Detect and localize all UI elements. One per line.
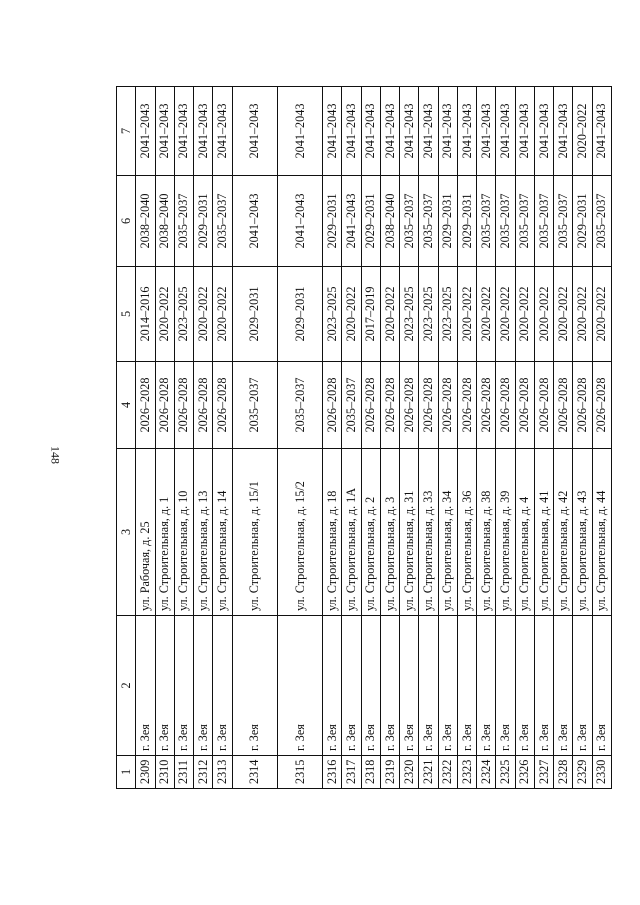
- city-cell: г. Зея: [400, 616, 419, 756]
- table-row: [361, 87, 380, 789]
- period-cell: 2020–2022: [573, 87, 592, 176]
- period-cell: 2023–2025: [174, 267, 193, 362]
- row-number-cell: 2319: [380, 756, 399, 789]
- period-cell: 2026–2028: [573, 362, 592, 449]
- city-cell: г. Зея: [554, 616, 573, 756]
- address-cell: ул. Строительная, д. 42: [554, 449, 573, 616]
- period-cell: 2035–2037: [496, 176, 515, 267]
- period-cell: 2041–2043: [361, 87, 380, 176]
- address-cell: ул. Строительная, д. 4: [515, 449, 534, 616]
- city-cell: г. Зея: [155, 616, 174, 756]
- city-cell: г. Зея: [342, 616, 361, 756]
- period-cell: 2020–2022: [515, 267, 534, 362]
- table-row: [194, 87, 213, 789]
- period-cell: 2035–2037: [232, 362, 277, 449]
- period-cell: 2038–2040: [136, 176, 155, 267]
- city-cell: г. Зея: [496, 616, 515, 756]
- period-cell: 2041–2043: [136, 87, 155, 176]
- period-cell: 2041–2043: [554, 87, 573, 176]
- page-number: 148: [48, 446, 63, 464]
- city-cell: г. Зея: [419, 616, 438, 756]
- period-cell: 2041–2043: [277, 87, 322, 176]
- period-cell: 2041–2043: [342, 176, 361, 267]
- row-number-cell: 2323: [457, 756, 476, 789]
- address-cell: ул. Строительная, д. 36: [457, 449, 476, 616]
- city-cell: г. Зея: [515, 616, 534, 756]
- column-header: 3: [117, 449, 136, 616]
- row-number-cell: 2324: [477, 756, 496, 789]
- table-row: [573, 87, 592, 789]
- city-cell: г. Зея: [194, 616, 213, 756]
- address-cell: ул. Строительная, д. 15/2: [277, 449, 322, 616]
- period-cell: 2026–2028: [477, 362, 496, 449]
- period-cell: 2041–2043: [515, 87, 534, 176]
- row-number-cell: 2325: [496, 756, 515, 789]
- address-cell: ул. Строительная, д. 18: [323, 449, 342, 616]
- period-cell: 2026–2028: [419, 362, 438, 449]
- city-cell: г. Зея: [438, 616, 457, 756]
- period-cell: 2023–2025: [419, 267, 438, 362]
- city-cell: г. Зея: [534, 616, 553, 756]
- column-header: 6: [117, 176, 136, 267]
- period-cell: 2041–2043: [400, 87, 419, 176]
- address-cell: ул. Строительная, д. 14: [213, 449, 232, 616]
- period-cell: 2020–2022: [380, 267, 399, 362]
- city-cell: г. Зея: [477, 616, 496, 756]
- header-row: [117, 87, 136, 789]
- period-cell: 2041–2043: [174, 87, 193, 176]
- table-row: [400, 87, 419, 789]
- period-cell: 2026–2028: [136, 362, 155, 449]
- period-cell: 2041–2043: [380, 87, 399, 176]
- table-row: [232, 87, 277, 789]
- period-cell: 2041–2043: [419, 87, 438, 176]
- address-cell: ул. Строительная, д. 33: [419, 449, 438, 616]
- row-number-cell: 2326: [515, 756, 534, 789]
- period-cell: 2029–2031: [323, 176, 342, 267]
- period-cell: 2038–2040: [380, 176, 399, 267]
- period-cell: 2035–2037: [213, 176, 232, 267]
- row-number-cell: 2322: [438, 756, 457, 789]
- period-cell: 2026–2028: [438, 362, 457, 449]
- table-row: [174, 87, 193, 789]
- period-cell: 2020–2022: [592, 267, 611, 362]
- address-cell: ул. Строительная, д. 1: [155, 449, 174, 616]
- period-cell: 2035–2037: [477, 176, 496, 267]
- period-cell: 2014–2016: [136, 267, 155, 362]
- period-cell: 2026–2028: [323, 362, 342, 449]
- period-cell: 2023–2025: [323, 267, 342, 362]
- period-cell: 2026–2028: [496, 362, 515, 449]
- table-row: [477, 87, 496, 789]
- period-cell: 2035–2037: [554, 176, 573, 267]
- table-row: [213, 87, 232, 789]
- period-cell: 2026–2028: [155, 362, 174, 449]
- city-cell: г. Зея: [573, 616, 592, 756]
- address-cell: ул. Строительная, д. 44: [592, 449, 611, 616]
- row-number-cell: 2316: [323, 756, 342, 789]
- row-number-cell: 2309: [136, 756, 155, 789]
- period-cell: 2020–2022: [477, 267, 496, 362]
- row-number-cell: 2330: [592, 756, 611, 789]
- row-number-cell: 2318: [361, 756, 380, 789]
- table-row: [592, 87, 611, 789]
- table-row: [136, 87, 155, 789]
- city-cell: г. Зея: [277, 616, 322, 756]
- period-cell: 2035–2037: [592, 176, 611, 267]
- period-cell: 2041–2043: [277, 176, 322, 267]
- address-cell: ул. Рабочая, д. 25: [136, 449, 155, 616]
- period-cell: 2041–2043: [438, 87, 457, 176]
- period-cell: 2020–2022: [194, 267, 213, 362]
- address-cell: ул. Строительная, д. 10: [174, 449, 193, 616]
- city-cell: г. Зея: [323, 616, 342, 756]
- period-cell: 2041–2043: [232, 87, 277, 176]
- period-cell: 2035–2037: [342, 362, 361, 449]
- period-cell: 2026–2028: [361, 362, 380, 449]
- period-cell: 2035–2037: [515, 176, 534, 267]
- table-row: [496, 87, 515, 789]
- schedule-table: [116, 86, 612, 789]
- city-cell: г. Зея: [213, 616, 232, 756]
- period-cell: 2035–2037: [419, 176, 438, 267]
- period-cell: 2026–2028: [457, 362, 476, 449]
- city-cell: г. Зея: [136, 616, 155, 756]
- table-row: [380, 87, 399, 789]
- period-cell: 2020–2022: [155, 267, 174, 362]
- row-number-cell: 2329: [573, 756, 592, 789]
- city-cell: г. Зея: [232, 616, 277, 756]
- table-row: [554, 87, 573, 789]
- period-cell: 2041–2043: [496, 87, 515, 176]
- period-cell: 2029–2031: [438, 176, 457, 267]
- period-cell: 2041–2043: [477, 87, 496, 176]
- period-cell: 2026–2028: [515, 362, 534, 449]
- period-cell: 2041–2043: [194, 87, 213, 176]
- row-number-cell: 2311: [174, 756, 193, 789]
- period-cell: 2026–2028: [380, 362, 399, 449]
- row-number-cell: 2313: [213, 756, 232, 789]
- period-cell: 2035–2037: [277, 362, 322, 449]
- period-cell: 2017–2019: [361, 267, 380, 362]
- period-cell: 2035–2037: [400, 176, 419, 267]
- address-cell: ул. Строительная, д. 43: [573, 449, 592, 616]
- table-row: [534, 87, 553, 789]
- period-cell: 2020–2022: [342, 267, 361, 362]
- period-cell: 2041–2043: [155, 87, 174, 176]
- address-cell: ул. Строительная, д. 34: [438, 449, 457, 616]
- period-cell: 2026–2028: [534, 362, 553, 449]
- period-cell: 2029–2031: [232, 267, 277, 362]
- period-cell: 2029–2031: [361, 176, 380, 267]
- period-cell: 2041–2043: [534, 87, 553, 176]
- city-cell: г. Зея: [361, 616, 380, 756]
- address-cell: ул. Строительная, д. 31: [400, 449, 419, 616]
- period-cell: 2041–2043: [323, 87, 342, 176]
- period-cell: 2026–2028: [213, 362, 232, 449]
- period-cell: 2041–2043: [213, 87, 232, 176]
- row-number-cell: 2327: [534, 756, 553, 789]
- period-cell: 2020–2022: [496, 267, 515, 362]
- period-cell: 2020–2022: [573, 267, 592, 362]
- table-row: [323, 87, 342, 789]
- table-row: [457, 87, 476, 789]
- rotated-table-container: [116, 87, 612, 789]
- period-cell: 2023–2025: [400, 267, 419, 362]
- table-row: [342, 87, 361, 789]
- city-cell: г. Зея: [457, 616, 476, 756]
- table-row: [515, 87, 534, 789]
- period-cell: 2041–2043: [457, 87, 476, 176]
- row-number-cell: 2310: [155, 756, 174, 789]
- period-cell: 2035–2037: [534, 176, 553, 267]
- period-cell: 2026–2028: [194, 362, 213, 449]
- period-cell: 2020–2022: [554, 267, 573, 362]
- row-number-cell: 2321: [419, 756, 438, 789]
- column-header: 4: [117, 362, 136, 449]
- period-cell: 2035–2037: [174, 176, 193, 267]
- row-number-cell: 2328: [554, 756, 573, 789]
- column-header: 2: [117, 616, 136, 756]
- period-cell: 2029–2031: [457, 176, 476, 267]
- period-cell: 2026–2028: [174, 362, 193, 449]
- row-number-cell: 2314: [232, 756, 277, 789]
- column-header: 1: [117, 756, 136, 789]
- period-cell: 2026–2028: [400, 362, 419, 449]
- period-cell: 2023–2025: [438, 267, 457, 362]
- row-number-cell: 2315: [277, 756, 322, 789]
- period-cell: 2026–2028: [554, 362, 573, 449]
- column-header: 7: [117, 87, 136, 176]
- address-cell: ул. Строительная, д. 38: [477, 449, 496, 616]
- address-cell: ул. Строительная, д. 15/1: [232, 449, 277, 616]
- period-cell: 2041–2043: [592, 87, 611, 176]
- period-cell: 2020–2022: [457, 267, 476, 362]
- period-cell: 2020–2022: [213, 267, 232, 362]
- period-cell: 2029–2031: [277, 267, 322, 362]
- period-cell: 2029–2031: [573, 176, 592, 267]
- period-cell: 2026–2028: [592, 362, 611, 449]
- table-row: [155, 87, 174, 789]
- row-number-cell: 2320: [400, 756, 419, 789]
- column-header: 5: [117, 267, 136, 362]
- row-number-cell: 2312: [194, 756, 213, 789]
- city-cell: г. Зея: [380, 616, 399, 756]
- period-cell: 2038–2040: [155, 176, 174, 267]
- period-cell: 2029–2031: [194, 176, 213, 267]
- address-cell: ул. Строительная, д. 2: [361, 449, 380, 616]
- address-cell: ул. Строительная, д. 41: [534, 449, 553, 616]
- table-row: [438, 87, 457, 789]
- period-cell: 2041–2043: [232, 176, 277, 267]
- row-number-cell: 2317: [342, 756, 361, 789]
- period-cell: 2041–2043: [342, 87, 361, 176]
- address-cell: ул. Строительная, д. 13: [194, 449, 213, 616]
- table-row: [277, 87, 322, 789]
- address-cell: ул. Строительная, д. 1А: [342, 449, 361, 616]
- city-cell: г. Зея: [174, 616, 193, 756]
- period-cell: 2020–2022: [534, 267, 553, 362]
- table-row: [419, 87, 438, 789]
- address-cell: ул. Строительная, д. 3: [380, 449, 399, 616]
- address-cell: ул. Строительная, д. 39: [496, 449, 515, 616]
- city-cell: г. Зея: [592, 616, 611, 756]
